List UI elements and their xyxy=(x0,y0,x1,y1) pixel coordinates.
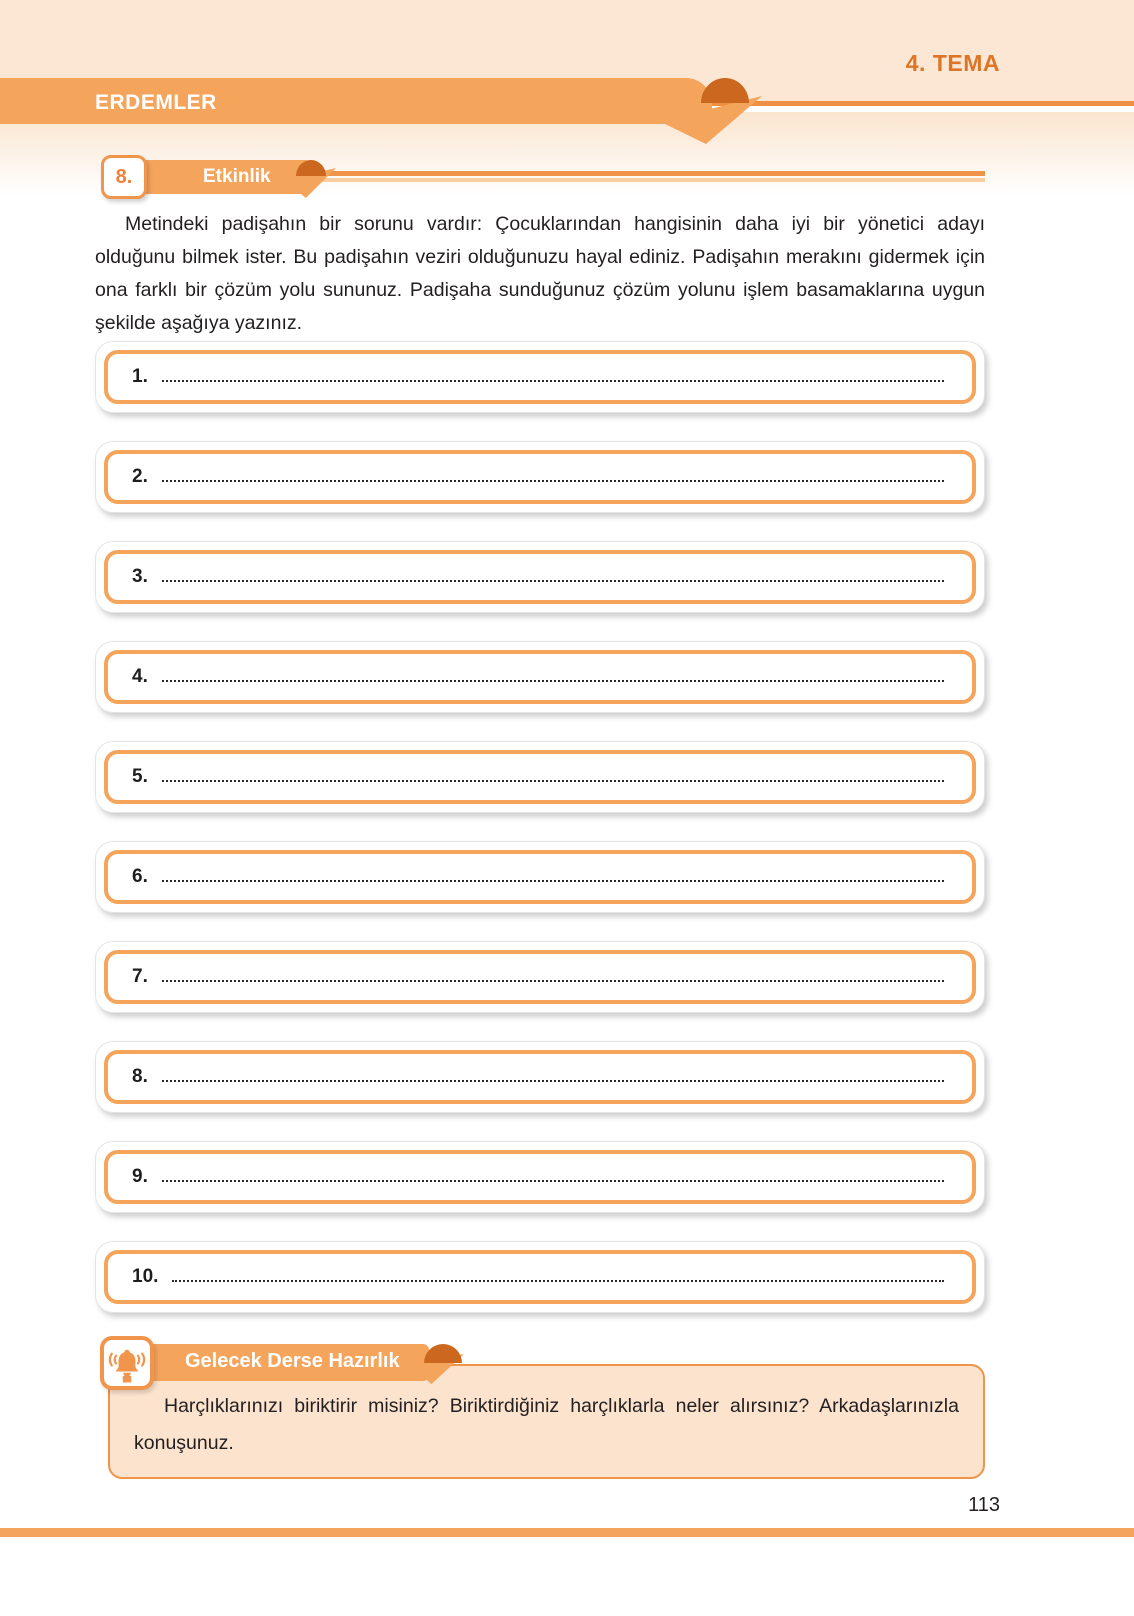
answer-line-8[interactable] xyxy=(104,1050,976,1104)
answer-line-7[interactable] xyxy=(104,950,976,1004)
answer-dotted-line[interactable] xyxy=(162,380,944,382)
answer-dotted-line[interactable] xyxy=(162,580,944,582)
bell-icon xyxy=(105,1341,149,1385)
answer-row xyxy=(95,1241,985,1313)
answer-number: 8. xyxy=(132,1066,148,1087)
answer-row xyxy=(95,941,985,1013)
activity-ribbon xyxy=(138,160,313,194)
next-lesson-title: Gelecek Derse Hazırlık xyxy=(185,1350,400,1372)
answer-row xyxy=(95,1141,985,1213)
answer-dotted-line[interactable] xyxy=(162,1180,944,1182)
answer-dotted-line[interactable] xyxy=(162,880,944,882)
answer-row xyxy=(95,341,985,413)
answer-dotted-line[interactable] xyxy=(162,680,944,682)
answer-dotted-line[interactable] xyxy=(162,1080,944,1082)
bell-badge xyxy=(100,1336,154,1390)
answer-row xyxy=(95,1041,985,1113)
answer-dotted-line[interactable] xyxy=(162,780,944,782)
answer-row xyxy=(95,741,985,813)
answer-row xyxy=(95,641,985,713)
answer-dotted-line[interactable] xyxy=(162,980,944,982)
answer-number: 7. xyxy=(132,966,148,987)
answer-line-2[interactable] xyxy=(104,450,976,504)
answer-row xyxy=(95,441,985,513)
answer-number: 9. xyxy=(132,1166,148,1187)
answer-line-10[interactable] xyxy=(104,1250,976,1304)
answer-row xyxy=(95,841,985,913)
answer-number: 4. xyxy=(132,666,148,687)
answer-line-6[interactable] xyxy=(104,850,976,904)
answer-line-1[interactable] xyxy=(104,350,976,404)
answer-number: 3. xyxy=(132,566,148,587)
next-lesson-box xyxy=(108,1364,985,1479)
answer-line-3[interactable] xyxy=(104,550,976,604)
activity-instructions: Metindeki padişahın bir sorunu vardır: Çocuklarından hangisinin daha iyi bir yönetici adayı olduğunu bilmek ister. Bu padişahın veziri olduğunuzu hayal ediniz. Padişahın merakını gidermek için ona farklı bir çözüm yolu sununuz. Padişaha sunduğunuz çözüm yolunu işlem basamaklarına uygun şekilde aşağıya yazınız. xyxy=(95,213,985,334)
next-lesson-ribbon xyxy=(137,1344,429,1381)
next-lesson-text: Harçlıklarınızı biriktirir misiniz? Biriktirdiğiniz harçlıklarla neler alırsınız? Arkadaşlarınızla konuşunuz. xyxy=(134,1395,959,1454)
activity-rule-orange xyxy=(300,171,985,176)
answer-number: 10. xyxy=(132,1266,159,1287)
answer-rows xyxy=(95,341,985,1313)
header-stripe-white xyxy=(690,106,1134,112)
activity-number: 8. xyxy=(115,165,133,188)
tema-label: 4. TEMA xyxy=(905,50,1000,76)
answer-line-4[interactable] xyxy=(104,650,976,704)
answer-row xyxy=(95,541,985,613)
answer-dotted-line[interactable] xyxy=(162,480,944,482)
answer-number: 2. xyxy=(132,466,148,487)
answer-number: 6. xyxy=(132,866,148,887)
answer-line-5[interactable] xyxy=(104,750,976,804)
footer-bar xyxy=(0,1528,1134,1537)
next-lesson-ribbon-fold xyxy=(424,1344,462,1363)
activity-number-badge xyxy=(101,155,147,199)
answer-number: 5. xyxy=(132,766,148,787)
activity-rule-light xyxy=(300,178,985,182)
answer-number: 1. xyxy=(132,366,148,387)
activity-label: Etkinlik xyxy=(203,166,271,187)
answer-line-9[interactable] xyxy=(104,1150,976,1204)
answer-dotted-line[interactable] xyxy=(172,1280,944,1282)
page-number: 113 xyxy=(968,1494,1000,1516)
page-title: ERDEMLER xyxy=(95,91,217,114)
